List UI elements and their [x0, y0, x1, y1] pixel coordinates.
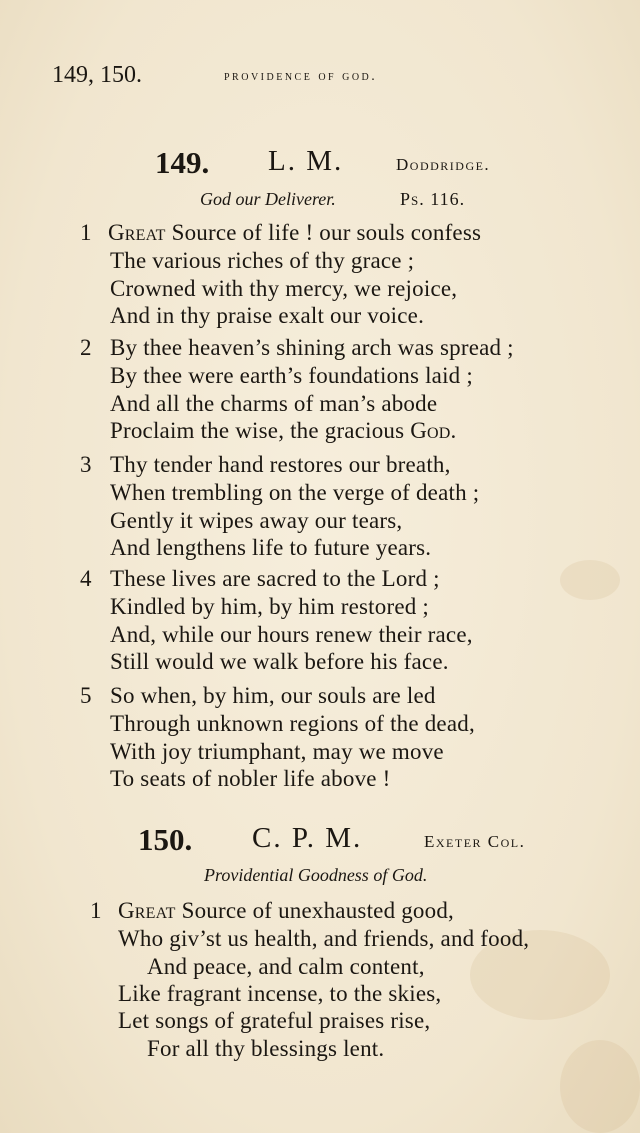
verse-line: So when, by him, our souls are led	[110, 683, 436, 708]
divine-name: God	[410, 418, 451, 443]
paper-stain	[560, 1040, 640, 1133]
verse-line: And peace, and calm content,	[147, 954, 425, 979]
verse-line: And all the charms of man’s abode	[110, 391, 438, 416]
stanza-number: 1	[80, 220, 92, 245]
verse-line: To seats of nobler life above !	[110, 766, 391, 791]
initial-word: Great	[108, 220, 166, 245]
verse-line: Gently it wipes away our tears,	[110, 508, 403, 533]
verse-line: Crowned with thy mercy, we rejoice,	[110, 276, 458, 301]
verse-line: With joy triumphant, may we move	[110, 739, 444, 764]
verse-line: Kindled by him, by him restored ;	[110, 594, 429, 619]
verse-line: By thee were earth’s foundations laid ;	[110, 363, 473, 388]
stanza-number: 4	[80, 566, 92, 591]
verse-line: When trembling on the verge of death ;	[110, 480, 480, 505]
line-pre: Proclaim the wise, the gracious	[110, 418, 411, 443]
line-rest: Source of life ! our souls confess	[165, 220, 482, 245]
hymn-subtitle: God our Deliverer.	[200, 189, 336, 209]
running-head	[52, 62, 600, 92]
initial-word: Great	[118, 898, 176, 923]
verse-line: Let songs of grateful praises rise,	[118, 1008, 431, 1033]
page-numbers: 149, 150.	[52, 62, 142, 88]
hymn-subtitle: Providential Goodness of God.	[204, 865, 428, 885]
verse-line: The various riches of thy grace ;	[110, 248, 415, 273]
line-post: .	[450, 418, 457, 443]
stanza-number: 3	[80, 452, 92, 477]
verse-line: And lengthens life to future years.	[110, 535, 432, 560]
verse-line: And in thy praise exalt our voice.	[110, 303, 425, 328]
hymn-number: 150.	[138, 822, 193, 857]
verse-line: These lives are sacred to the Lord ;	[110, 566, 440, 591]
line-rest: Source of unexhausted good,	[175, 898, 454, 923]
verse-line	[110, 418, 457, 444]
verse-line	[108, 220, 481, 246]
verse-line	[118, 898, 454, 924]
verse-line: And, while our hours renew their race,	[110, 622, 473, 647]
verse-line: Who giv’st us health, and friends, and food,	[118, 926, 530, 951]
hymn-author: Doddridge.	[396, 155, 491, 174]
verse-line: For all thy blessings lent.	[147, 1036, 385, 1061]
running-title: providence of god.	[224, 69, 378, 84]
verse-line: Through unknown regions of the dead,	[110, 711, 475, 736]
stanza-number: 1	[90, 898, 102, 923]
hymn-meter: L. M.	[268, 145, 344, 177]
verse-line: Still would we walk before his face.	[110, 649, 449, 674]
hymn-meter: C. P. M.	[252, 822, 363, 854]
verse-line: Like fragrant incense, to the skies,	[118, 981, 442, 1006]
verse-line: By thee heaven’s shining arch was spread ;	[110, 335, 514, 360]
hymn-author: Exeter Col.	[424, 832, 526, 851]
stanza-number: 5	[80, 683, 92, 708]
hymn-number: 149.	[155, 145, 210, 180]
paper-stain	[560, 560, 620, 600]
hymn-149-heading	[0, 145, 640, 185]
verse-line: Thy tender hand restores our breath,	[110, 452, 451, 477]
psalm-reference: Ps. 116.	[400, 189, 466, 209]
hymn-150-heading	[0, 822, 640, 862]
stanza-number: 2	[80, 335, 92, 360]
